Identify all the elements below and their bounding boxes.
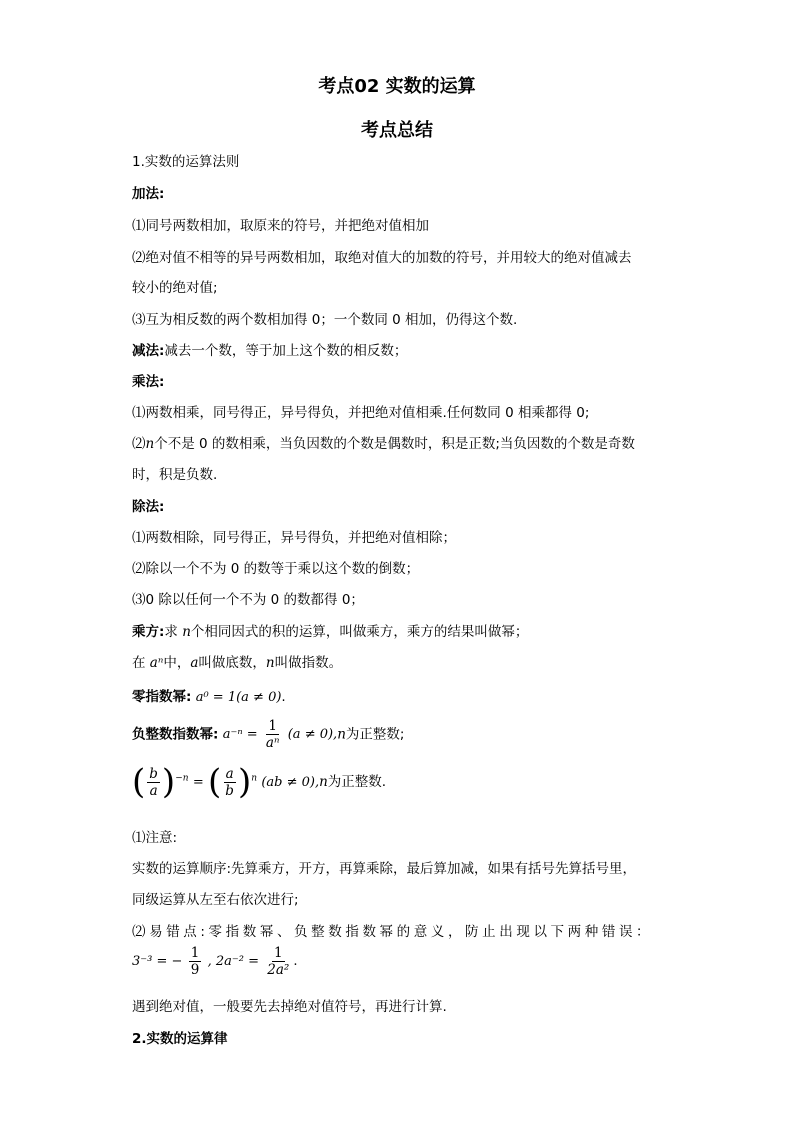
fraction-power-line: ( $\frac{b}{a}$ )$^{-n}$ = ( $\frac{a}{b}$ )$^n$ (ab ≠ 0),n为正整数. [132, 762, 387, 802]
power-line-1 [132, 620, 528, 640]
multiplication-rule-1: ⑴两数相乘，同号得正，异号得负，并把绝对值相乘.任何数同 0 相乘都得 0; [132, 405, 590, 421]
fraction-one-over-2a2: $\frac{1}{\text{2a²}}$ [267, 945, 290, 978]
zero-exponent-formula: a⁰ = 1(a ≠ 0) [195, 689, 282, 705]
variable-a-n: aⁿ [149, 655, 164, 671]
power2-mid2: 叫做底数， [198, 655, 266, 671]
division-heading: 除法: [132, 499, 165, 515]
page-title: 考点02 实数的运算 [318, 76, 476, 97]
exponent-neg-n: −n [175, 773, 189, 784]
variable-n: n [319, 774, 328, 790]
subtraction-heading: 减法: [132, 343, 165, 359]
power-text: 个相同因式的积的运算，叫做乘方，乘方的结果叫做幂； [190, 624, 529, 640]
power-line-2 [132, 651, 342, 671]
section-2-heading: 2.实数的运算律 [132, 1031, 228, 1047]
power-prefix: 求 [164, 624, 183, 640]
error-example-lhs: 3⁻³ = − [132, 954, 183, 969]
multiplication-heading: 乘法: [132, 374, 165, 390]
fraction-one-ninth: $\frac{1}{9}$ [190, 945, 200, 978]
negative-exponent-tail: 为正整数; [345, 726, 405, 743]
subtraction-line [132, 339, 407, 359]
addition-rule-1: ⑴同号两数相加，取原来的符号，并把绝对值相加 [132, 218, 429, 234]
fraction-numerator: 1 [268, 718, 277, 734]
division-rule-2: ⑵除以一个不为 0 的数等于乘以这个数的倒数； [132, 561, 420, 577]
error-example-mid: , 2a⁻² = [207, 954, 259, 969]
division-rule-1: ⑴两数相除，同号得正，异号得负，并把绝对值相除； [132, 530, 456, 546]
addition-heading: 加法: [132, 186, 165, 202]
power-heading: 乘方: [132, 624, 165, 640]
zero-exponent-line: 零指数幂: a⁰ = 1(a ≠ 0). [132, 689, 286, 705]
variable-n: n [265, 655, 275, 671]
exponent-n: n [251, 773, 258, 784]
fraction-a-over-b: $\frac{a}{b}$ [225, 765, 234, 799]
note-error-prone: ⑵易错点:零指数幂、负整数指数幂的意义，防止出现以下两种错误： [132, 924, 654, 940]
negative-exponent-lhs: a⁻ⁿ = [222, 727, 258, 742]
variable-n: n [182, 624, 191, 640]
multiplication-rule-2a [132, 432, 635, 452]
section-1-heading: 1.实数的运算法则 [132, 154, 240, 170]
variable-n: n [337, 726, 346, 743]
fraction-power-condition: (ab ≠ 0), [261, 774, 320, 790]
mul2a-text: 个不是 0 的数相乘，当负因数的个数是偶数时，积是正数;当负因数的个数是奇数 [154, 436, 635, 452]
addition-rule-3: ⑶互为相反数的两个数相加得 0；一个数同 0 相加，仍得这个数. [132, 312, 518, 328]
zero-exponent-heading: 零指数幂: [132, 689, 192, 705]
variable-a: a [190, 655, 199, 671]
page-subtitle: 考点总结 [361, 120, 433, 141]
variable-n: n [145, 436, 155, 452]
negative-exponent-line [132, 718, 404, 751]
negative-exponent-heading: 负整数指数幂: [132, 726, 219, 743]
addition-rule-2a: ⑵绝对值不相等的异号两数相加，取绝对值大的加数的符号，并用较大的绝对值减去 [132, 250, 632, 266]
fraction-one-over-a-n [264, 718, 282, 751]
negative-exponent-condition: (a ≠ 0), [287, 727, 338, 742]
subtraction-text: 减去一个数，等于加上这个数的相反数； [164, 343, 408, 359]
multiplication-rule-2b: 时，积是负数. [132, 467, 218, 483]
power2-prefix: 在 [132, 655, 150, 671]
absolute-value-note: 遇到绝对值，一般要先去掉绝对值符号，再进行计算. [132, 999, 447, 1015]
note-order-1: 实数的运算顺序:先算乘方，开方，再算乘除，最后算加减，如果有括号先算括号里， [132, 861, 637, 877]
note-order-2: 同级运算从左至右依次进行; [132, 892, 299, 908]
fraction-power-tail: 为正整数. [327, 774, 387, 790]
power2-text: 叫做指数。 [274, 655, 343, 671]
division-rule-3: ⑶0 除以任何一个不为 0 的数都得 0； [132, 592, 364, 608]
power2-mid: 中， [163, 655, 191, 671]
note-heading: ⑴注意: [132, 830, 178, 846]
addition-rule-2b: 较小的绝对值; [132, 280, 218, 296]
fraction-denominator: aⁿ [265, 735, 280, 751]
fraction-b-over-a: $\frac{b}{a}$ [149, 765, 158, 799]
error-examples-line: 3⁻³ = − $\frac{1}{9}$ , 2a⁻² = $\frac{1}{\text{2a²}}$ . [132, 945, 298, 978]
mul2a-prefix: ⑵ [132, 436, 146, 452]
